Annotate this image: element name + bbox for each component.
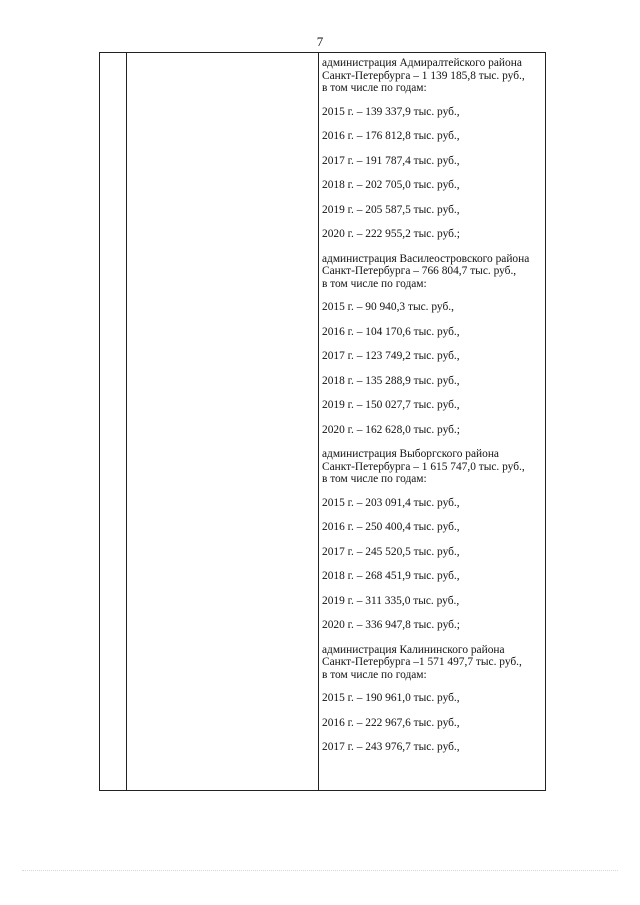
year-line: 2018 г. – 268 451,9 тыс. руб., — [322, 570, 460, 582]
year-line: 2016 г. – 104 170,6 тыс. руб., — [322, 325, 460, 338]
year-line: 2019 г. – 311 335,0 тыс. руб., — [322, 594, 460, 607]
year-line: 2016 г. – 222 967,6 тыс. руб., — [322, 716, 460, 729]
heading-line: в том числе по годам: — [322, 668, 427, 681]
document-table — [99, 52, 546, 791]
year-line: 2015 г. – 139 337,9 тыс. руб., — [322, 105, 460, 118]
section-heading — [322, 253, 539, 291]
section-kalininsky — [322, 644, 539, 754]
page-number: 7 — [316, 34, 324, 49]
heading-line: администрация Василеостровского района — [322, 252, 530, 265]
year-line: 2015 г. – 90 940,3 тыс. руб., — [322, 301, 454, 313]
section-heading — [322, 57, 539, 95]
year-line: 2018 г. – 135 288,9 тыс. руб., — [322, 374, 460, 387]
section-heading — [322, 644, 539, 682]
heading-line: Санкт-Петербурга – 766 804,7 тыс. руб., — [322, 265, 517, 277]
heading-line: в том числе по годам: — [322, 82, 427, 94]
scan-footer-artifact — [22, 870, 618, 875]
section-vasileostrovsky — [322, 253, 539, 437]
year-line: 2017 г. – 245 520,5 тыс. руб., — [322, 545, 460, 558]
heading-line: в том числе по годам: — [322, 473, 427, 485]
year-line: 2019 г. – 150 027,7 тыс. руб., — [322, 399, 460, 411]
year-line: 2020 г. – 222 955,2 тыс. руб.; — [322, 228, 460, 240]
table-content-column — [322, 57, 539, 766]
heading-line: администрация Калининского района — [322, 643, 505, 656]
heading-line: администрация Выборгского района — [322, 448, 499, 460]
year-line: 2017 г. – 243 976,7 тыс. руб., — [322, 741, 460, 753]
heading-line: в том числе по годам: — [322, 277, 427, 290]
section-heading — [322, 448, 539, 486]
year-line: 2019 г. – 205 587,5 тыс. руб., — [322, 203, 460, 216]
year-line: 2015 г. – 190 961,0 тыс. руб., — [322, 692, 460, 704]
column-divider-2 — [318, 53, 319, 790]
section-vyborgsky — [322, 448, 539, 632]
heading-line: администрация Адмиралтейского района — [322, 57, 522, 69]
year-line: 2017 г. – 123 749,2 тыс. руб., — [322, 350, 460, 362]
year-line: 2020 г. – 162 628,0 тыс. руб.; — [322, 423, 460, 436]
year-line: 2016 г. – 176 812,8 тыс. руб., — [322, 130, 460, 142]
year-line: 2016 г. – 250 400,4 тыс. руб., — [322, 521, 460, 533]
year-line: 2017 г. – 191 787,4 тыс. руб., — [322, 154, 460, 167]
year-line: 2018 г. – 202 705,0 тыс. руб., — [322, 179, 460, 191]
heading-line: Санкт-Петербурга –1 571 497,7 тыс. руб., — [322, 656, 522, 668]
section-admiralteysky — [322, 57, 539, 241]
heading-line: Санкт-Петербурга – 1 615 747,0 тыс. руб., — [322, 460, 525, 473]
year-line: 2015 г. – 203 091,4 тыс. руб., — [322, 496, 460, 509]
column-divider-1 — [126, 53, 127, 790]
year-line: 2020 г. – 336 947,8 тыс. руб.; — [322, 619, 460, 631]
heading-line: Санкт-Петербурга – 1 139 185,8 тыс. руб., — [322, 69, 525, 82]
